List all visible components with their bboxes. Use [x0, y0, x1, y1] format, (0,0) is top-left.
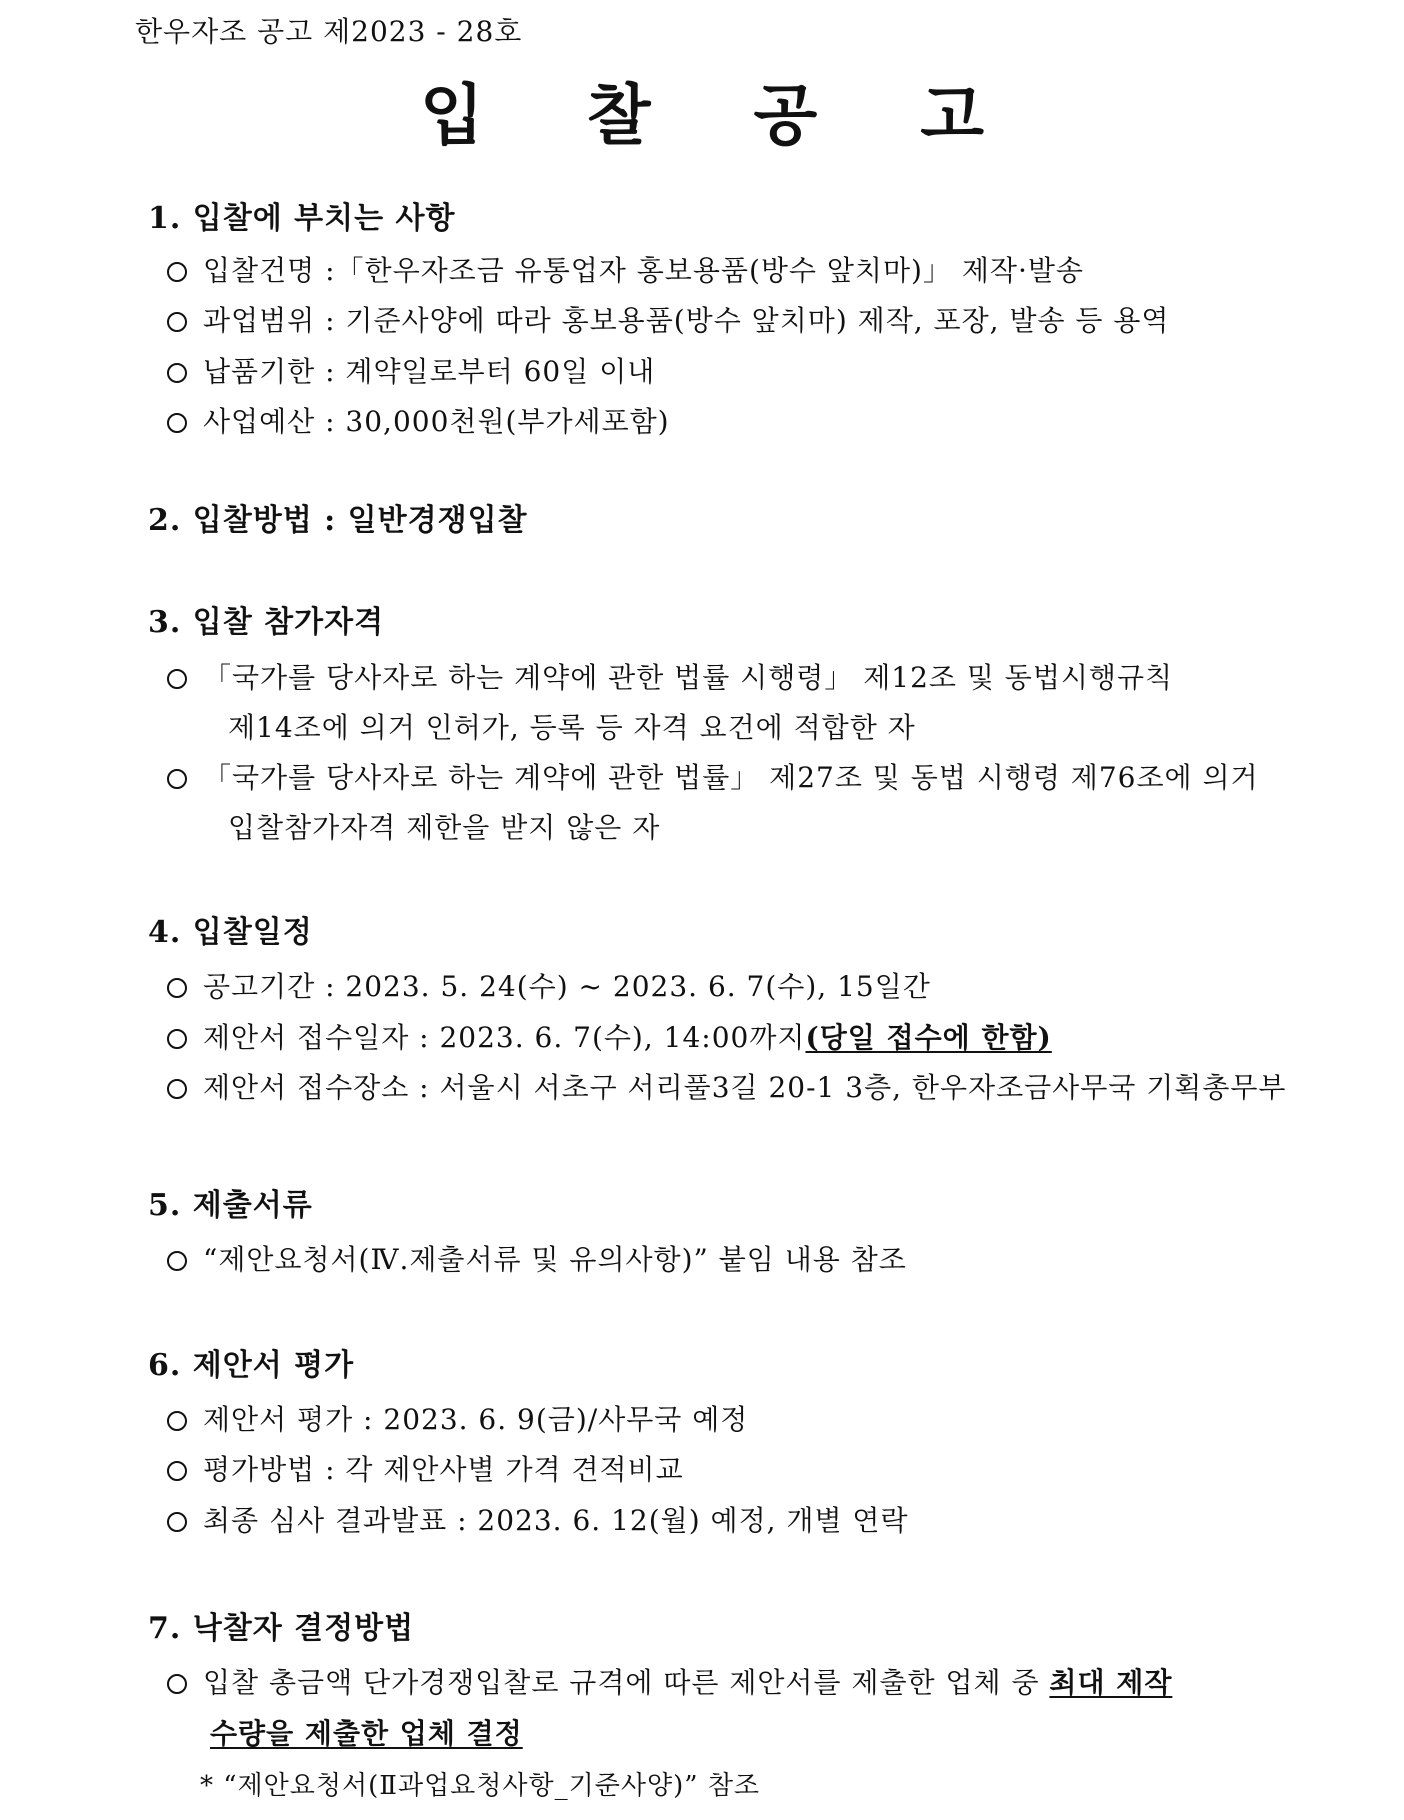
emphasis-text: 최대 제작	[1049, 1666, 1173, 1699]
list-item: 「국가를 당사자로 하는 계약에 관한 법률 시행령」 제12조 및 동법시행규칙	[167, 656, 1277, 696]
document-number: 한우자조 공고 제2023 - 28호	[135, 15, 523, 48]
list-item: 평가방법 : 각 제안사별 가격 견적비교	[167, 1448, 1277, 1488]
section-heading-3: 3. 입찰 참가자격	[148, 605, 385, 640]
circle-bullet-icon	[167, 413, 187, 433]
list-item: 제안서 접수일자 : 2023. 6. 7(수), 14:00까지(당일 접수에 한함)	[167, 1016, 1277, 1056]
list-item: 제안서 평가 : 2023. 6. 9(금)/사무국 예정	[167, 1398, 1277, 1438]
circle-bullet-icon	[167, 669, 187, 689]
circle-bullet-icon	[167, 1079, 187, 1099]
section-heading-5: 5. 제출서류	[148, 1188, 313, 1223]
section-heading-2: 2. 입찰방법 : 일반경쟁입찰	[148, 503, 528, 538]
list-item: “제안요청서(Ⅳ.제출서류 및 유의사항)” 붙임 내용 참조	[167, 1238, 1277, 1278]
footnote: * “제안요청서(Ⅱ과업요청사항_기준사양)” 참조	[200, 1771, 761, 1801]
section-heading-1: 1. 입찰에 부치는 사항	[148, 201, 456, 236]
circle-bullet-icon	[167, 312, 187, 332]
circle-bullet-icon	[167, 1674, 187, 1694]
section-heading-4: 4. 입찰일정	[148, 915, 313, 950]
circle-bullet-icon	[167, 769, 187, 789]
emphasis-text: 수량을 제출한 업체 결정	[210, 1717, 523, 1750]
list-item: 최종 심사 결과발표 : 2023. 6. 12(월) 예정, 개별 연락	[167, 1499, 1277, 1539]
list-item: 사업예산 : 30,000천원(부가세포함)	[167, 400, 1277, 440]
section-heading-7: 7. 낙찰자 결정방법	[148, 1611, 415, 1646]
list-item: 입찰 총금액 단가경쟁입찰로 규격에 따른 제안서를 제출한 업체 중 최대 제작	[167, 1661, 1277, 1701]
section-heading-6: 6. 제안서 평가	[148, 1348, 355, 1383]
list-item: 과업범위 : 기준사양에 따라 홍보용품(방수 앞치마) 제작, 포장, 발송 등 용역	[167, 299, 1277, 339]
circle-bullet-icon	[167, 978, 187, 998]
list-item: 납품기한 : 계약일로부터 60일 이내	[167, 350, 1277, 390]
emphasis-text: (당일 접수에 한함)	[805, 1021, 1052, 1054]
list-item-continuation: 입찰참가자격 제한을 받지 않은 자	[228, 811, 661, 844]
circle-bullet-icon	[167, 1029, 187, 1049]
circle-bullet-icon	[167, 262, 187, 282]
list-item: 입찰건명 :「한우자조금 유통업자 홍보용품(방수 앞치마)」 제작·발송	[167, 249, 1277, 289]
list-item: 「국가를 당사자로 하는 계약에 관한 법률」 제27조 및 동법 시행령 제76조에 의거	[167, 756, 1277, 796]
circle-bullet-icon	[167, 363, 187, 383]
circle-bullet-icon	[167, 1411, 187, 1431]
list-item: 제안서 접수장소 : 서울시 서초구 서리풀3길 20-1 3층, 한우자조금사무국 기획총무부	[167, 1066, 1277, 1106]
list-item-continuation: 제14조에 의거 인허가, 등록 등 자격 요건에 적합한 자	[228, 711, 916, 744]
list-item: 공고기간 : 2023. 5. 24(수) ~ 2023. 6. 7(수), 15일간	[167, 965, 1277, 1005]
page-title: 입 찰 공 고	[420, 77, 1024, 154]
circle-bullet-icon	[167, 1512, 187, 1532]
circle-bullet-icon	[167, 1461, 187, 1481]
list-item-continuation	[210, 1712, 523, 1752]
circle-bullet-icon	[167, 1251, 187, 1271]
